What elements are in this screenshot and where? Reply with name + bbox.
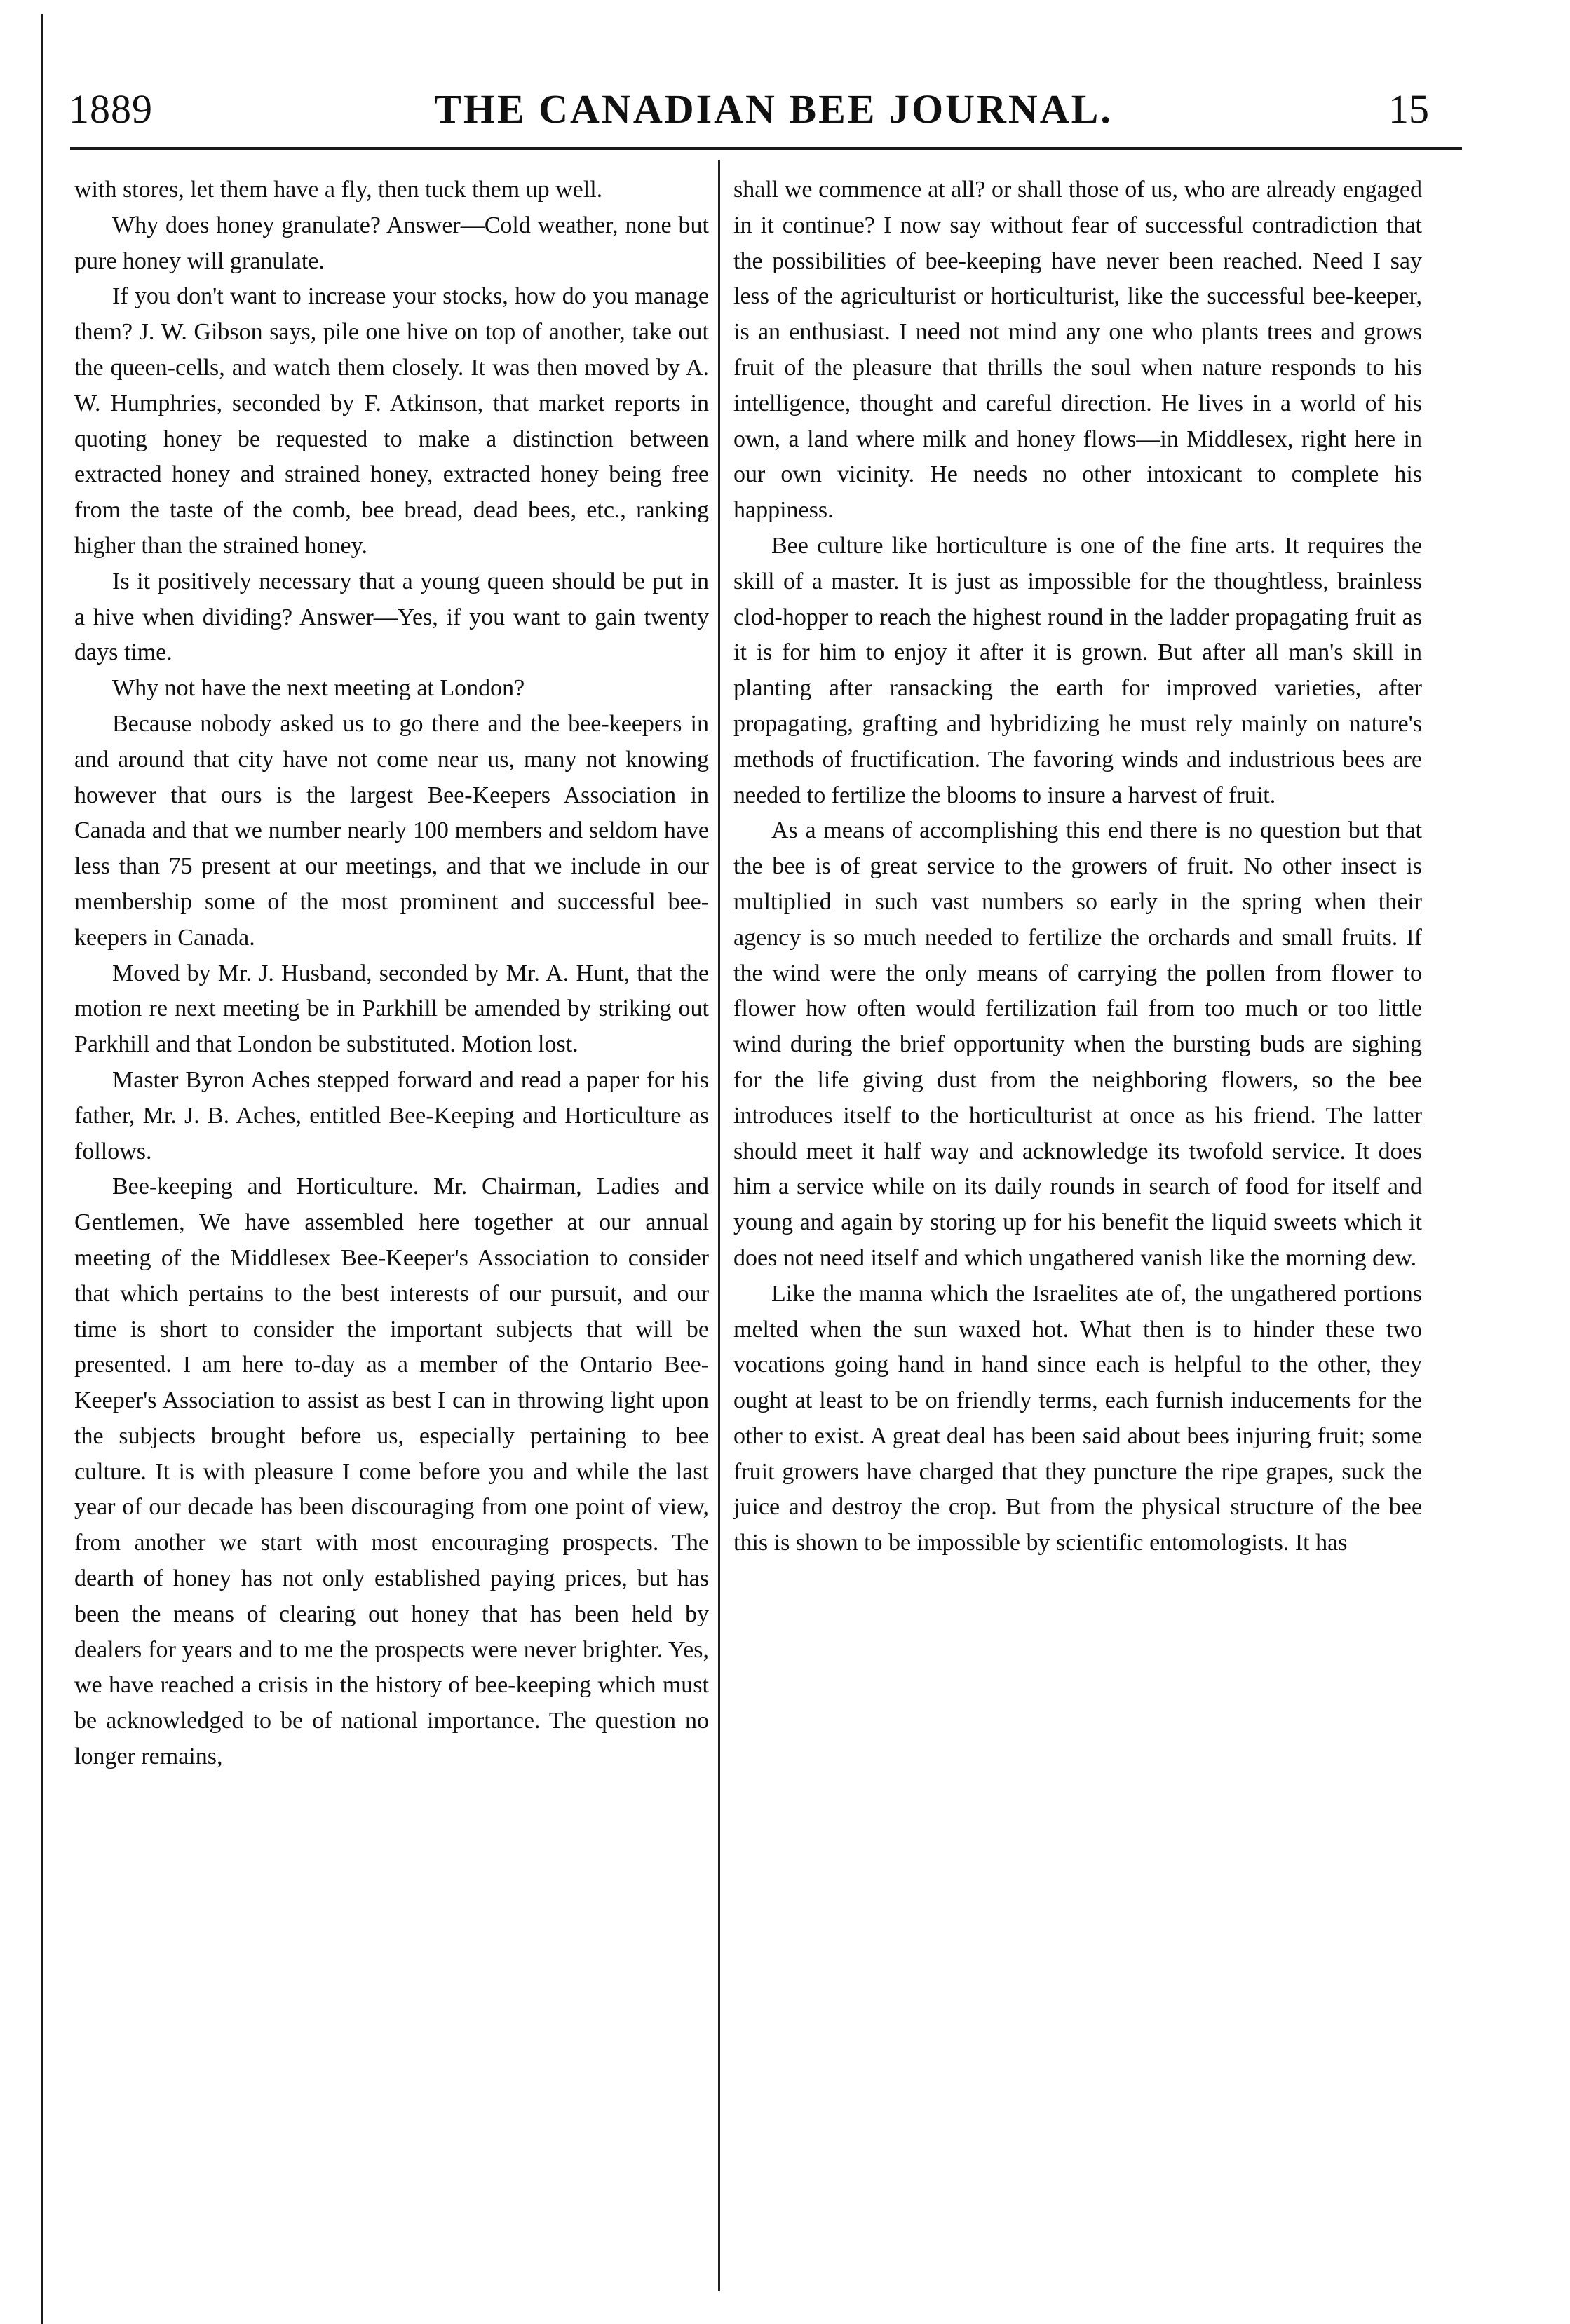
paragraph: Why does honey granulate? Answer—Cold weather, none but pure honey will granulate. xyxy=(74,212,709,274)
paragraph: Moved by Mr. J. Husband, seconded by Mr. A. Hunt, that the motion re next meeting be in Parkhill be amended by striking out Parkhill and that London be substituted. Motion lost. xyxy=(74,960,709,1058)
running-header xyxy=(69,86,1478,142)
page-number: 15 xyxy=(1388,86,1429,132)
header-rule xyxy=(70,147,1462,150)
paragraph: As a means of accomplishing this end there is no question but that the bee is of great service to the growers of fruit. No other insect is multiplied in such vast numbers so early in the spring when their agency is so much needed to fertilize the orchards and small fruits. If the wind were the only means of carrying the pollen from flower to flower how often would fertilization fail from too much or too little wind during the brief opportunity when the bursting buds are sighing for the life giving dust from the neighboring flowers, so the bee introduces itself to the horticulturist at once as his friend. The latter should meet it half way and acknowledge its twofold service. It does him a service while on its daily rounds in search of food for itself and young and again by storing up for his benefit the liquid sweets which it does not need itself and which ungathered vanish like the morning dew. xyxy=(733,817,1422,1271)
left-column xyxy=(74,172,709,1775)
journal-title: THE CANADIAN BEE JOURNAL. xyxy=(434,86,1113,132)
paragraph: Why not have the next meeting at London? xyxy=(112,675,525,702)
binding-edge-rule xyxy=(41,14,43,2324)
paragraph: Bee culture like horticulture is one of the fine arts. It requires the skill of a master. It is just as impossible for the thoughtless, brainless clod-hopper to reach the highest round in the ladder propagating fruit as it is for him to enjoy it after it is grown. But after all man's skill in planting after ransacking the earth for improved varieties, after propagating, grafting and hybridizing he must rely mainly on nature's methods of fructification. The favoring winds and industrious bees are needed to fertilize the blooms to insure a harvest of fruit. xyxy=(733,532,1422,808)
paragraph: Master Byron Aches stepped forward and read a paper for his father, Mr. J. B. Aches, entitled Bee-Keeping and Horticulture as follows. xyxy=(74,1066,709,1164)
paragraph: Is it positively necessary that a young queen should be put in a hive when dividing? Answer—Yes, if you want to gain twenty days time. xyxy=(74,568,709,666)
paragraph: with stores, let them have a fly, then tuck them up well. xyxy=(74,177,603,203)
paragraph: Like the manna which the Israelites ate of, the ungathered portions melted when the sun waxed hot. What then is to hinder these two vocations going hand in hand since each is helpful to the other, they ought at least to be on friendly terms, each furnish inducements for the other to exist. A great deal has been said about bees injuring fruit; some fruit growers have charged that they puncture the ripe grapes, suck the juice and destroy the crop. But from the physical structure of the bee this is shown to be impossible by scientific entomologists. It has xyxy=(733,1280,1422,1556)
column-divider xyxy=(718,160,720,2291)
paragraph: Bee-keeping and Horticulture. Mr. Chairman, Ladies and Gentlemen, We have assembled here together at our annual meeting of the Middlesex Bee-Keeper's Association to consider that which pertains to the best interests of our pursuit, and our time is short to consider the important subjects that will be presented. I am here to-day as a member of the Ontario Bee-Keeper's Association to assist as best I can in throwing light upon the subjects brought before us, especially pertaining to bee culture. It is with pleasure I come before you and while the last year of our decade has been discouraging from one point of view, from another we start with most encouraging prospects. The dearth of honey has not only established paying prices, but has been the means of clearing out honey that has been held by dealers for years and to me the prospects were never brighter. Yes, we have reached a crisis in the history of bee-keeping which must be acknowledged to be of national importance. The question no longer remains, xyxy=(74,1174,709,1770)
paragraph: Because nobody asked us to go there and the bee-keepers in and around that city have not come near us, many not knowing however that ours is the largest Bee-Keepers Association in Canada and that we number nearly 100 members and seldom have less than 75 present at our meetings, and that we include in our membership some of the most prominent and successful bee-keepers in Canada. xyxy=(74,710,709,951)
right-column xyxy=(733,172,1422,1561)
header-year: 1889 xyxy=(69,86,153,132)
paragraph: shall we commence at all? or shall those of us, who are already engaged in it continue? I now say without fear of successful contradiction that the possibilities of bee-keeping have never been reached. Need I say less of the agriculturist or horticulturist, like the successful bee-keeper, is an enthusiast. I need not mind any one who plants trees and grows fruit of the pleasure that thrills the soul when nature responds to his intelligence, thought and careful direction. He lives in a world of his own, a land where milk and honey flows—in Middlesex, right here in our own vicinity. He needs no other intoxicant to complete his happiness. xyxy=(733,177,1422,524)
paragraph: If you don't want to increase your stocks, how do you manage them? J. W. Gibson says, pile one hive on top of another, take out the queen-cells, and watch them closely. It was then moved by A. W. Humphries, seconded by F. Atkinson, that market reports in quoting honey be requested to make a distinction between extracted honey and strained honey, extracted honey being free from the taste of the comb, bee bread, dead bees, etc., ranking higher than the strained honey. xyxy=(74,283,709,559)
